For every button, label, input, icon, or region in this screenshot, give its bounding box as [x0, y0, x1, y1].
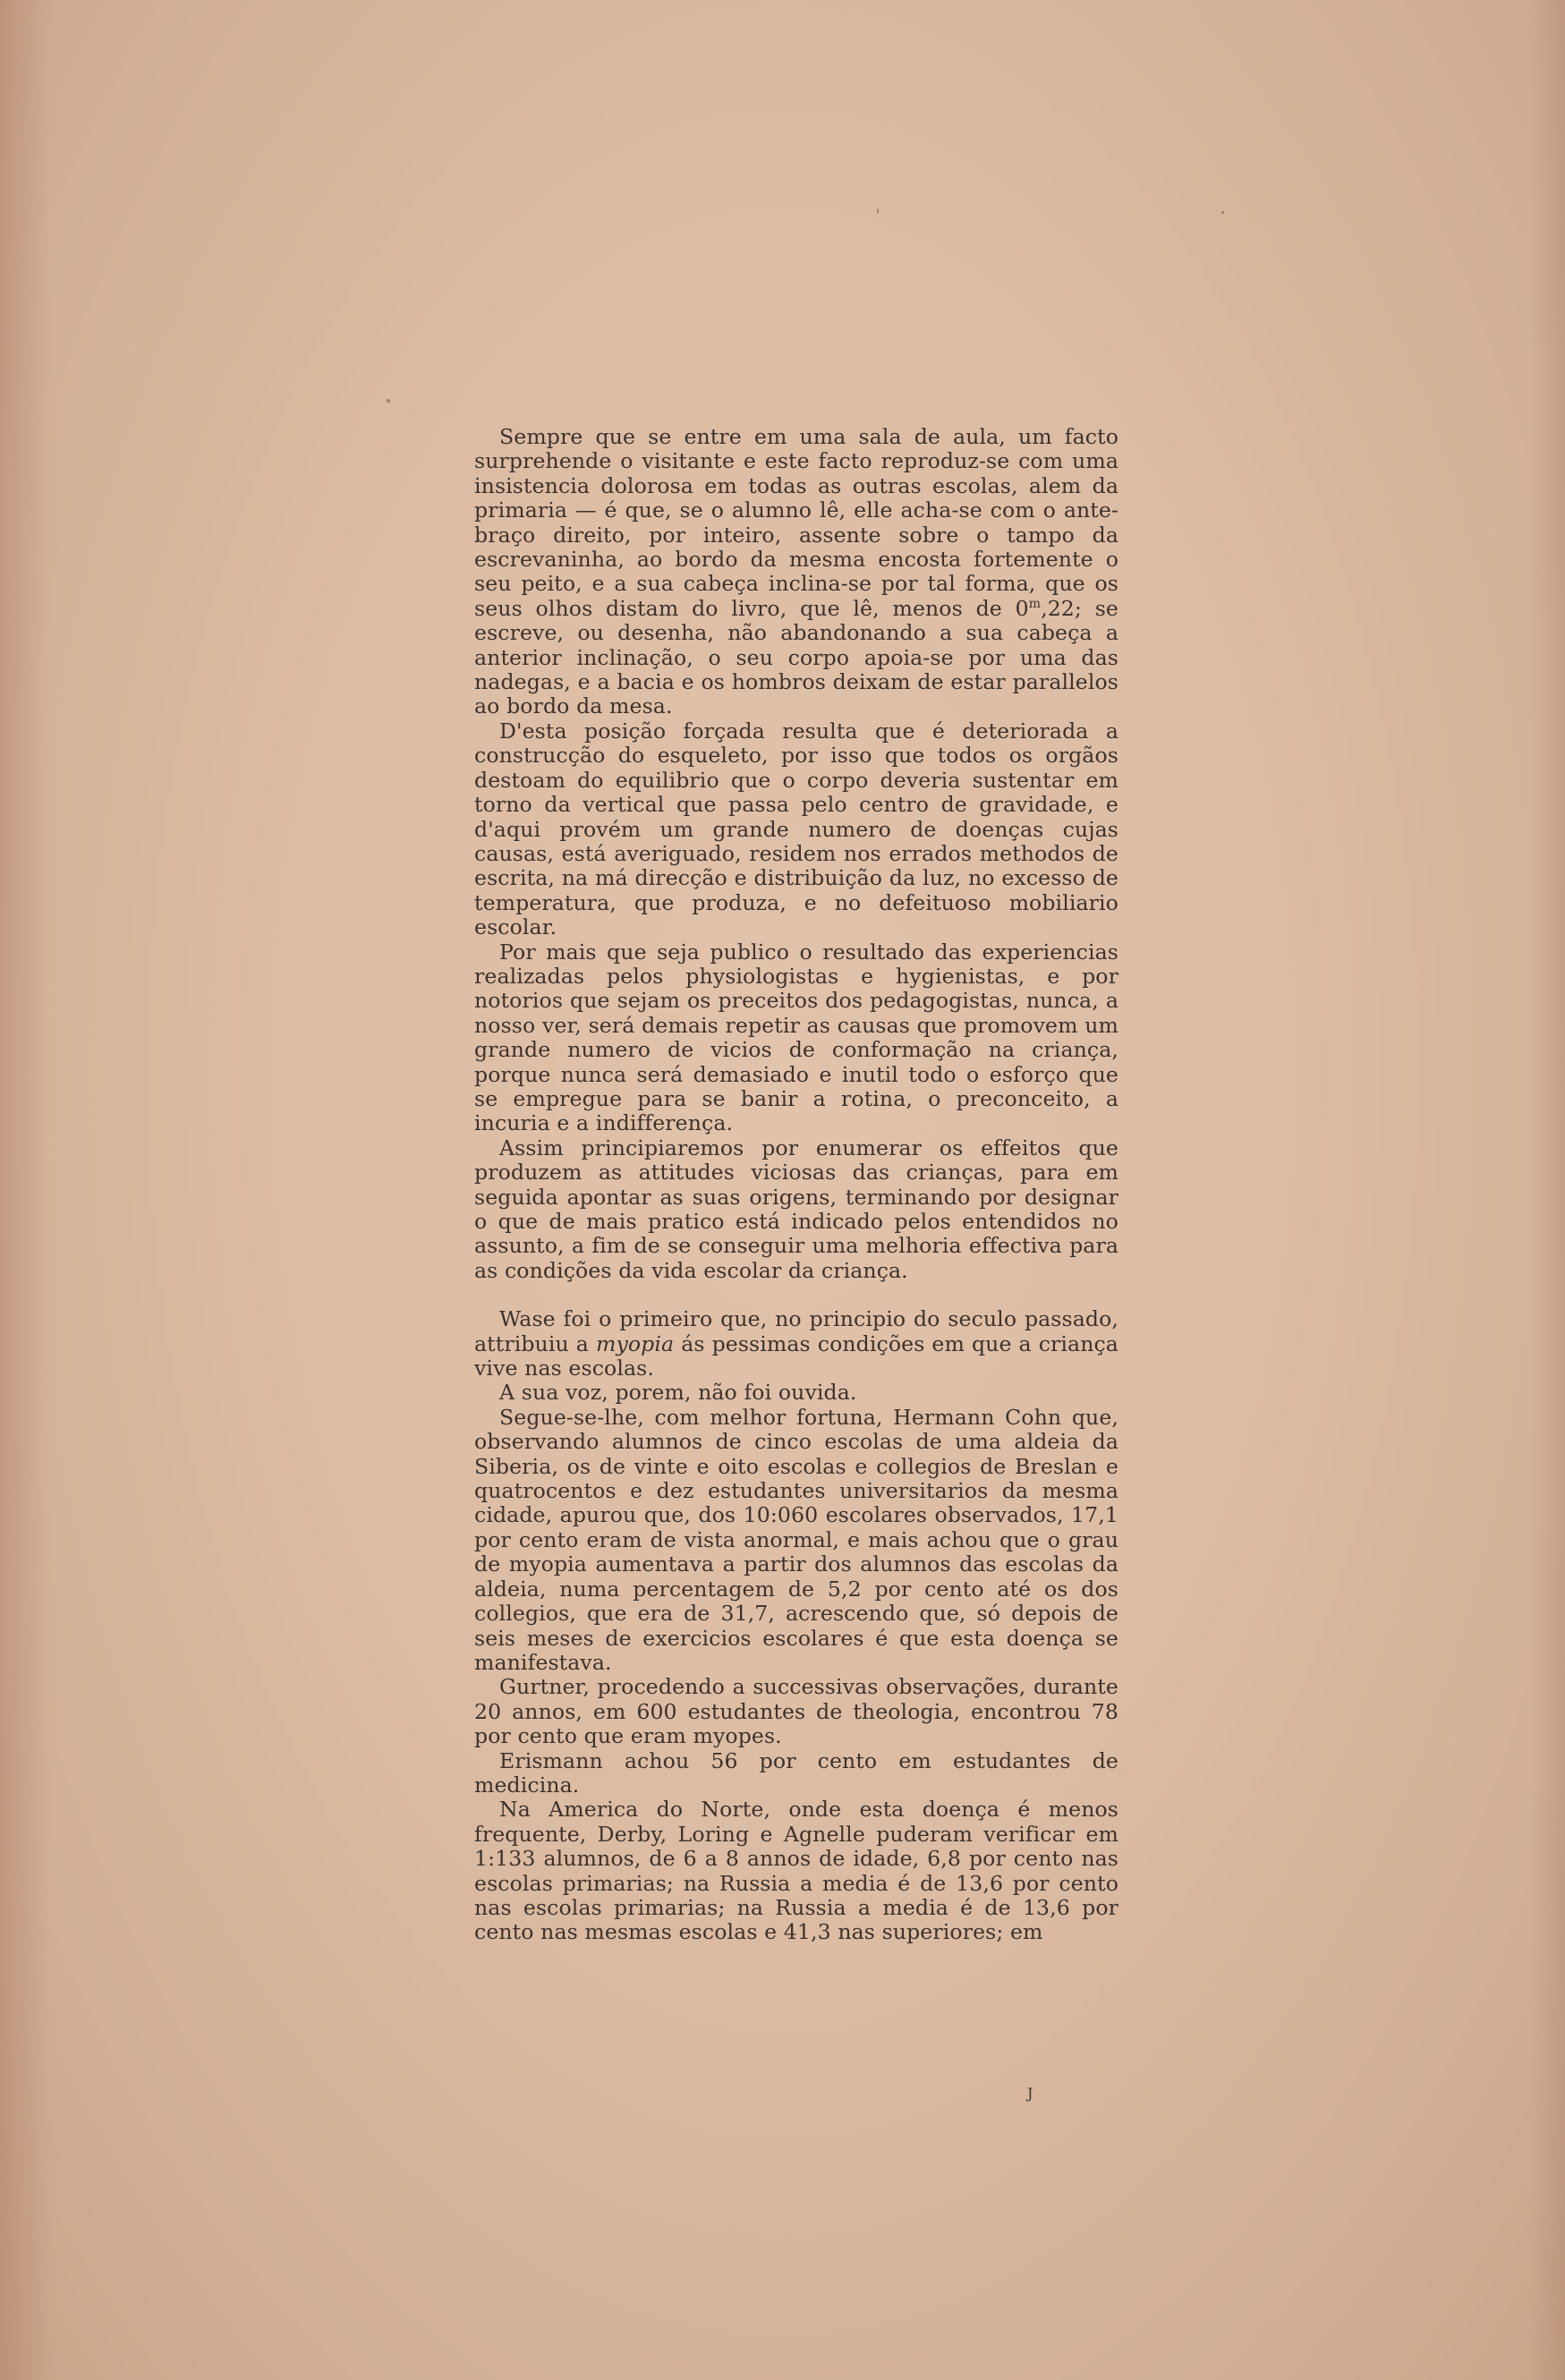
ink-speck — [877, 208, 879, 214]
paragraph — [474, 1307, 1118, 1381]
text-run: ás pessimas condições em que a criança vive nas escolas. — [474, 1330, 1118, 1381]
superscript-text: m — [1028, 596, 1042, 611]
text-run: Wase foi o primeiro que, no principio do seculo passado, attribuiu a — [474, 1306, 1118, 1356]
text-run: D'esta posição forçada resulta que é deteriorada a construcção do esqueleto, por isso que todos os orgãos destoam do equilibrio que o corpo deveria sustentar em torno da vertical que passa pelo centro de gravidade, e d'aqui provém um grande numero de doenças cujas causas, está averiguado, residem nos errados methodos de escrita, na má direcção e distribuição da luz, no excesso de temperatura, que produza, e no defeituoso mobiliario escolar. — [474, 718, 1118, 940]
paragraph — [474, 1406, 1118, 1675]
text-run: Sempre que se entre em uma sala de aula, um facto surprehende o visitante e este facto reproduz-se com uma insistencia dolorosa em todas as outras escolas, alem da primaria — é que, se o alumno lê, elle acha-se com o ante-braço direito, por inteiro, assente sobre o tampo da escrevaninha, ao bordo da mesma encosta fortemente o seu peito, e a sua cabeça inclina-se por tal forma, que os seus olhos distam do livro, que lê, menos de 0 — [474, 424, 1118, 621]
paragraph — [474, 425, 1118, 719]
text-run: Segue-se-lhe, com melhor fortuna, Hermann Cohn que, observando alumnos de cinco escolas de uma aldeia da Siberia, os de vinte e oito escolas e collegios de Breslan e quatrocentos e dez estudantes universitarios da mesma cidade, apurou que, dos 10:060 escolares observados, 17,1 por cento eram de vista anormal, e mais achou que o grau de myopia aumentava a partir dos alumnos das escolas da aldeia, numa percentagem de 5,2 por cento até os dos collegios, que era de 31,7, acrescendo que, só depois de seis meses de exercicios escolares é que esta doença se manifestava. — [474, 1404, 1118, 1675]
text-run: Na America do Norte, onde esta doença é menos frequente, Derby, Loring e Agnelle puderam verificar em 1:133 alumnos, de 6 a 8 annos de idade, 6,8 por cento nas escolas primarias; na Russia a media é de 13,6 por cento nas escolas primarias; na Russia a media é de 13,6 por cento nas mesmas escolas e 41,3 nas superiores; em — [474, 1797, 1118, 1945]
paragraph — [474, 1749, 1118, 1798]
paragraph — [474, 1136, 1118, 1283]
text-run: Gurtner, procedendo a successivas observações, durante 20 annos, em 600 estudantes de theologia, encontrou 78 por cento que eram myopes. — [474, 1674, 1118, 1749]
emphasis-text: myopia — [595, 1330, 675, 1356]
paragraph — [474, 1675, 1118, 1748]
paragraph — [474, 940, 1118, 1136]
body-text — [474, 425, 1118, 1945]
ink-speck — [1221, 211, 1224, 214]
paragraph — [474, 1381, 1118, 1405]
text-run: Assim principiaremos por enumerar os effeitos que produzem as attitudes viciosas das crianças, para em seguida apontar as suas origens, terminando por designar o que de mais pratico está indicado pelos entendidos no assunto, a fim de se conseguir uma melhoria effectiva para as condições da vida escolar da criança. — [474, 1135, 1118, 1283]
paragraph — [474, 1798, 1118, 1944]
text-run: ,22; se escreve, ou desenha, não abandonando a sua cabeça a anterior inclinação, o seu corpo apoia-se por uma das nadegas, e a bacia e os hombros deixam de estar parallelos ao bordo da mesa. — [474, 595, 1118, 719]
text-run: A sua voz, porem, não foi ouvida. — [499, 1380, 857, 1406]
signature-mark: J — [1027, 2085, 1033, 2102]
text-run: Erismann achou 56 por cento em estudantes de medicina. — [474, 1747, 1118, 1798]
text-run: Por mais que seja publico o resultado das experiencias realizadas pelos physiologistas e hygienistas, e por notorios que sejam os preceitos dos pedagogistas, nunca, a nosso ver, será demais repetir as causas que promovem um grande numero de vicios de conformação na criança, porque nunca será demasiado e inutil todo o esforço que se empregue para se banir a rotina, o preconceito, a incuria e a indifferença. — [474, 939, 1118, 1136]
paragraph — [474, 719, 1118, 940]
ink-speck — [387, 399, 390, 403]
